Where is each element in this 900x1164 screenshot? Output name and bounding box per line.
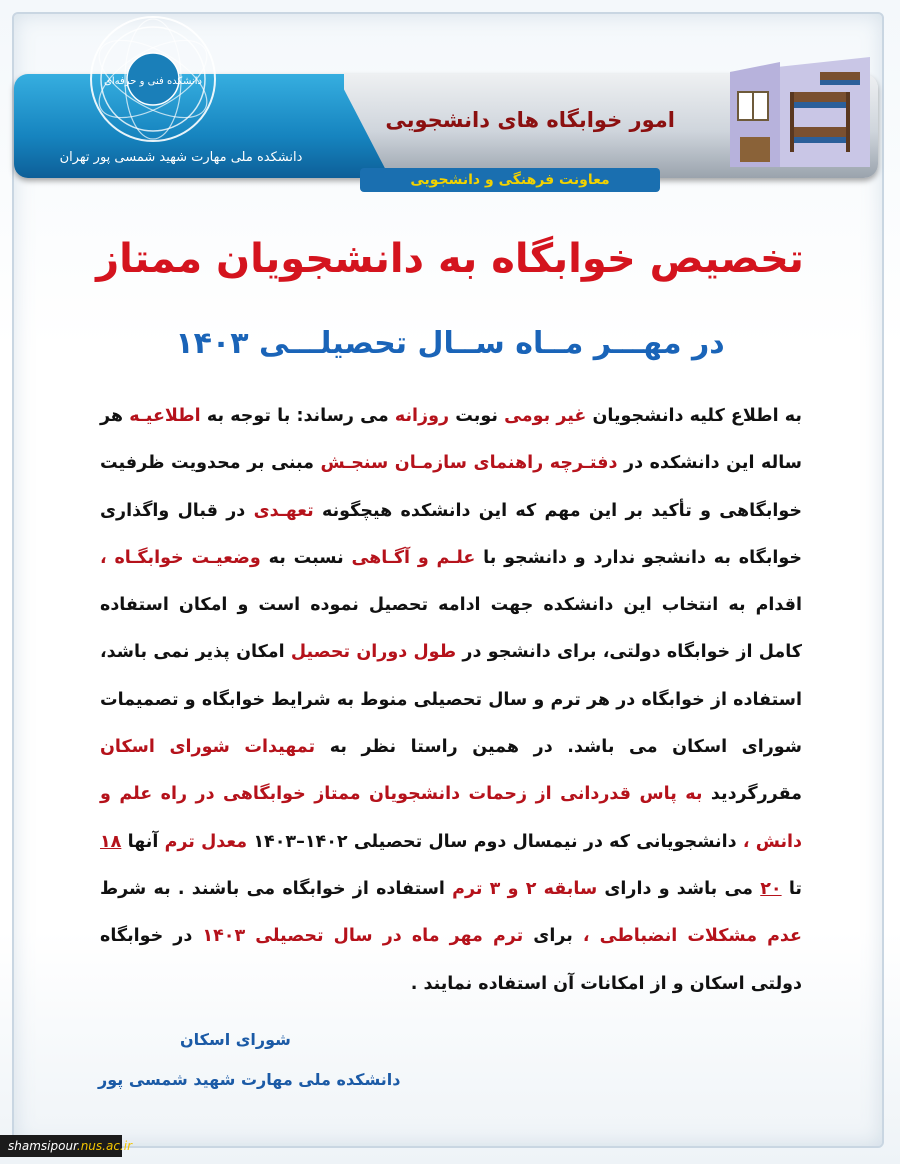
subdepartment-label: معاونت فرهنگی و دانشجویی	[410, 172, 610, 188]
body-segment: می باشد و دارای	[597, 878, 761, 899]
body-highlight: دفتـرچه راهنمای سازمـان سنجـش	[320, 453, 618, 474]
main-title: تخصیص خوابگاه به دانشجویان ممتاز	[96, 236, 804, 282]
body-highlight: روزانه	[394, 406, 450, 426]
dormitory-image	[720, 52, 880, 172]
department-title: امور خوابگاه های دانشجویی	[385, 108, 675, 132]
body-segment: استفاده از خوابگاه می باشند . به شرط	[100, 878, 453, 899]
logo-emblem-text: دانشکده فنی و حرفه‌ای	[104, 76, 202, 87]
body-highlight: تعهـدی	[253, 500, 314, 521]
body-highlight-underlined: ۱۸	[100, 831, 122, 852]
body-highlight: به پاس قدردانی از زحمات دانشجویان ممتاز خوابگاهی در راه علم و دانش ،	[100, 784, 803, 852]
university-logo	[88, 14, 218, 144]
body-segment: مقررگردید	[702, 784, 803, 805]
body-segment: برای	[523, 926, 583, 947]
body-highlight: معدل ترم	[164, 831, 248, 852]
website-domain: .nus.ac.ir	[76, 1139, 133, 1153]
announcement-body	[100, 393, 802, 1008]
body-highlight-underlined: ۲۰	[760, 878, 782, 899]
website-name: shamsipour	[8, 1139, 77, 1153]
body-segment: نسبت به	[260, 547, 352, 568]
body-highlight: غیر بومی	[504, 406, 587, 426]
signature-institution: دانشکده ملی مهارت شهید شمسی پور	[98, 1070, 401, 1089]
body-highlight: طول دوران تحصیل	[290, 642, 457, 663]
body-segment: دانشجویانی که در نیمسال دوم سال تحصیلی ۱۴۰۲–۱۴۰۳	[247, 831, 743, 852]
body-highlight: وضعیـت خوابگـاه ،	[100, 547, 261, 568]
signature-council: شورای اسکان	[180, 1030, 291, 1049]
body-highlight: علـم و آگـاهی	[351, 547, 476, 568]
body-segment: اقدام به انتخاب این دانشکده جهت ادامه تحصیل نموده است و امکان استفاده کامل از خوابگاه دولتی، برای دانشجو در	[100, 595, 802, 663]
body-segment: نوبت	[449, 406, 505, 426]
body-highlight: عدم مشکلات انضباطی ،	[582, 926, 802, 947]
body-segment: تا	[781, 878, 802, 899]
body-segment: مبنی بر محدویت ظرفیت خوابگاهی و تأکید بر این مهم که این دانشکده هیچگونه	[100, 453, 802, 521]
body-highlight: سابقه ۲ و ۳ ترم	[452, 878, 598, 899]
body-highlight: اطلاعیـه	[129, 406, 201, 426]
body-highlight: ترم مهر ماه در سال تحصیلی ۱۴۰۳	[202, 926, 524, 947]
sub-title: در مهـــر مــاه ســال تحصیلـــی ۱۴۰۳	[175, 326, 725, 361]
body-highlight: تمهیدات شورای اسکان	[100, 737, 316, 758]
body-segment: در خوابگاه دولتی اسکان و از امکانات آن استفاده نمایند .	[100, 926, 802, 994]
body-segment: هر ساله این دانشکده در	[100, 406, 802, 474]
body-segment: آنها	[121, 831, 165, 852]
body-segment: به اطلاع کلیه دانشجویان	[586, 406, 802, 426]
body-segment: می رساند: با توجه به	[200, 406, 395, 426]
logo-caption: دانشکده ملی مهارت شهید شمسی پور تهران	[59, 150, 303, 165]
body-segment: در قبال واگذاری خوابگاه به دانشجو ندارد و دانشجو با	[100, 500, 802, 568]
body-segment: امکان پذیر نمی باشد، استفاده از خوابگاه در هر ترم و سال تحصیلی منوط به شرایط خوابگاه و تصمیمات شورای اسکان می باشد. در همین راستا نظر به	[100, 642, 802, 758]
website-link[interactable]	[0, 1135, 133, 1157]
